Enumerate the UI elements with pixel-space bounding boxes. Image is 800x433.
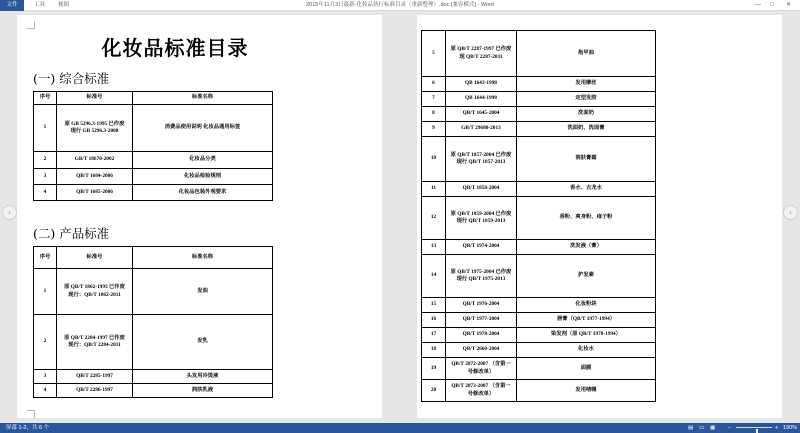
header-no: 序号 <box>34 92 57 105</box>
table-row <box>34 105 273 152</box>
table-row <box>422 358 656 380</box>
code-line: 现行 GB 5296.3-2008 <box>70 128 119 134</box>
row-name: 化妆品包装外观要求 <box>133 185 273 201</box>
row-no: 2 <box>34 152 57 169</box>
table-row <box>422 122 656 137</box>
status-bar <box>0 423 800 433</box>
view-read-icon[interactable]: ▤ <box>688 425 694 431</box>
row-code <box>446 255 517 298</box>
table-row <box>422 298 656 313</box>
row-no: 9 <box>422 122 446 137</box>
table-row <box>34 269 273 315</box>
row-name: 发用摩丝 <box>517 77 656 92</box>
row-name: 面膜 <box>517 358 656 380</box>
row-code: GB/T 18670-2002 <box>57 152 133 169</box>
row-name: 化妆品检验规则 <box>133 169 273 185</box>
row-no: 19 <box>422 358 446 380</box>
row-name: 消费品使用说明 化妆品通用标签 <box>133 105 273 152</box>
row-code: QB/T 1858-2004 <box>446 182 517 197</box>
table-row <box>422 255 656 298</box>
row-code <box>446 197 517 240</box>
table-row <box>422 92 656 107</box>
general-standards-table <box>33 91 273 201</box>
code-line: 现 QB/T 2287-2011 <box>459 53 503 60</box>
margin-corner-mark <box>27 410 35 418</box>
table-row <box>422 380 656 402</box>
prev-page-button[interactable] <box>2 205 17 220</box>
row-no: 17 <box>422 328 446 343</box>
row-no: 16 <box>422 313 446 328</box>
code-line: 现行：QB/T 1862-2011 <box>68 291 121 298</box>
section-heading-products: (二) 产品标准 <box>33 226 110 241</box>
product-standards-table <box>33 246 273 398</box>
row-name: 染发剂（原 QB/T 1978-1994） <box>517 328 656 343</box>
row-name: 化妆水 <box>517 343 656 358</box>
code-line: 号修改单） <box>467 390 495 397</box>
row-no: 4 <box>34 185 57 201</box>
row-code <box>446 380 517 402</box>
row-no: 3 <box>34 370 57 384</box>
row-name: 发乳 <box>133 315 273 370</box>
row-code <box>57 269 133 315</box>
row-code: QB/T 1976-2004 <box>446 298 517 313</box>
row-code <box>446 31 517 77</box>
product-standards-table-continued <box>421 30 656 402</box>
row-code: GB/T 29680-2013 <box>446 122 517 137</box>
code-line: 原 GB 5296.3-1995 已作废 <box>64 120 125 127</box>
row-no: 6 <box>422 77 446 92</box>
code-line: 号修改单） <box>467 368 495 375</box>
tab-file[interactable]: 文件 <box>0 0 24 11</box>
row-no: 13 <box>422 240 446 255</box>
header-no: 序号 <box>34 247 57 269</box>
chevron-right-icon: › <box>788 208 793 217</box>
row-name: 唇膏（QB/T 1977-1994） <box>517 313 656 328</box>
row-code <box>446 137 517 182</box>
code-line: 原 QB/T 2284-1997 已作废 <box>64 334 125 341</box>
code-line: 现行 QB/T 1975-2013 <box>456 276 506 282</box>
code-line: 原 QB/T 2287-1997 已作废 <box>450 46 512 53</box>
table-row <box>422 328 656 343</box>
row-code: QB/T 1645-2004 <box>446 107 517 122</box>
chevron-left-icon: ‹ <box>7 208 12 217</box>
row-code <box>446 358 517 380</box>
row-name: 润肤膏霜 <box>517 137 656 182</box>
row-code: QB/T 2660-2004 <box>446 343 517 358</box>
row-no: 2 <box>34 315 57 370</box>
tab-tools[interactable]: 工具 <box>34 2 46 8</box>
zoom-in-button[interactable]: + <box>775 425 779 431</box>
table-row <box>422 197 656 240</box>
row-no: 14 <box>422 255 446 298</box>
row-name: 洗面奶、洗面膏 <box>517 122 656 137</box>
row-name: 化妆粉块 <box>517 298 656 313</box>
table-row <box>422 107 656 122</box>
row-name: 指甲油 <box>517 31 656 77</box>
row-name: 润肤乳液 <box>133 384 273 398</box>
row-no: 5 <box>422 31 446 77</box>
code-line: QB/T 2872-2007 （含第一 <box>451 361 511 368</box>
row-code: QB/T 1977-2004 <box>446 313 517 328</box>
header-code: 标准号 <box>57 92 133 105</box>
row-no: 1 <box>34 269 57 315</box>
page-left <box>17 15 382 418</box>
code-line: 原 QB/T 1862-1993 已作废 <box>64 284 125 291</box>
row-no: 15 <box>422 298 446 313</box>
zoom-out-button[interactable]: − <box>728 425 732 431</box>
row-name: 洗面奶 <box>517 107 656 122</box>
row-code: QB/T 1978-2004 <box>446 328 517 343</box>
view-print-icon[interactable]: ▭ <box>699 425 705 431</box>
document-title: 化妆品标准目录 <box>101 36 249 60</box>
row-name: 发油 <box>133 269 273 315</box>
code-line: 原 QB/T 1857-2004 已作废 <box>450 151 512 158</box>
table-row <box>422 240 656 255</box>
table-row <box>422 313 656 328</box>
table-row <box>422 182 656 197</box>
row-code: QB 1643-1998 <box>446 77 517 92</box>
row-no: 12 <box>422 197 446 240</box>
code-line: QB/T 2873-2007 （含第一 <box>451 383 511 390</box>
row-no: 8 <box>422 107 446 122</box>
section-heading-general: (一) 综合标准 <box>33 71 110 86</box>
minimize-button[interactable]: — <box>755 2 761 8</box>
row-no: 3 <box>34 169 57 185</box>
close-button[interactable]: ✕ <box>786 2 792 8</box>
row-no: 20 <box>422 380 446 402</box>
title-bar <box>0 0 800 11</box>
row-code: QB/T 1684-2006 <box>57 169 133 185</box>
row-code: QB/T 2286-1997 <box>57 384 133 398</box>
row-no: 7 <box>422 92 446 107</box>
row-code <box>57 315 133 370</box>
row-name: 洗发液（膏） <box>517 240 656 255</box>
row-no: 11 <box>422 182 446 197</box>
code-line: 原 QB/T 1975-2004 已作废 <box>450 268 512 275</box>
view-web-icon[interactable]: ▦ <box>710 425 716 431</box>
row-no: 4 <box>34 384 57 398</box>
row-name: 香水、古龙水 <box>517 182 656 197</box>
code-line: 原 QB/T 1859-2004 已作废 <box>450 210 512 217</box>
row-no: 1 <box>34 105 57 152</box>
header-name: 标准名称 <box>133 247 273 269</box>
row-code: QB/T 1685-2006 <box>57 185 133 201</box>
table-row <box>34 370 273 384</box>
window-title: 2015年11月3日最新-化妆品执行标准目录（重新整理）.doc [兼容模式] - Word <box>306 2 494 8</box>
zoom-slider[interactable] <box>736 427 772 428</box>
code-line: 现行：QB/T 2284-2011 <box>68 342 121 348</box>
table-header-row <box>34 92 273 105</box>
table-row <box>34 152 273 169</box>
table-row <box>34 185 273 201</box>
row-no: 18 <box>422 343 446 358</box>
margin-corner-mark <box>27 21 35 29</box>
row-code: QB 1644-1998 <box>446 92 517 107</box>
table-row <box>34 315 273 370</box>
row-no: 10 <box>422 137 446 182</box>
table-row <box>422 77 656 92</box>
code-line: 现行 QB/T 1857-2013 <box>456 159 506 165</box>
page-count: 屏幕 1-2，共 6 个 <box>6 425 50 431</box>
next-page-button[interactable] <box>783 205 798 220</box>
table-row <box>422 343 656 358</box>
row-name: 头发用冷烫液 <box>133 370 273 384</box>
header-code: 标准号 <box>57 247 133 269</box>
row-code: QB/T 2285-1997 <box>57 370 133 384</box>
row-name: 化妆品分类 <box>133 152 273 169</box>
maximize-button[interactable]: □ <box>770 2 774 8</box>
zoom-level[interactable]: 190% <box>783 425 798 431</box>
tab-view[interactable]: 视图 <box>58 2 70 8</box>
row-code <box>57 105 133 152</box>
row-code: QB/T 1974-2004 <box>446 240 517 255</box>
page-right <box>417 15 782 418</box>
table-row <box>422 31 656 77</box>
header-name: 标准名称 <box>133 92 273 105</box>
row-name: 香粉、爽身粉、痱子粉 <box>517 197 656 240</box>
table-row <box>34 169 273 185</box>
table-row <box>34 384 273 398</box>
row-name: 护发素 <box>517 255 656 298</box>
code-line: 现行 QB/T 1859-2013 <box>456 218 506 224</box>
table-header-row <box>34 247 273 269</box>
zoom-slider-thumb[interactable] <box>756 429 758 433</box>
row-name: 定型发胶 <box>517 92 656 107</box>
row-name: 发用啫喱 <box>517 380 656 402</box>
table-row <box>422 137 656 182</box>
